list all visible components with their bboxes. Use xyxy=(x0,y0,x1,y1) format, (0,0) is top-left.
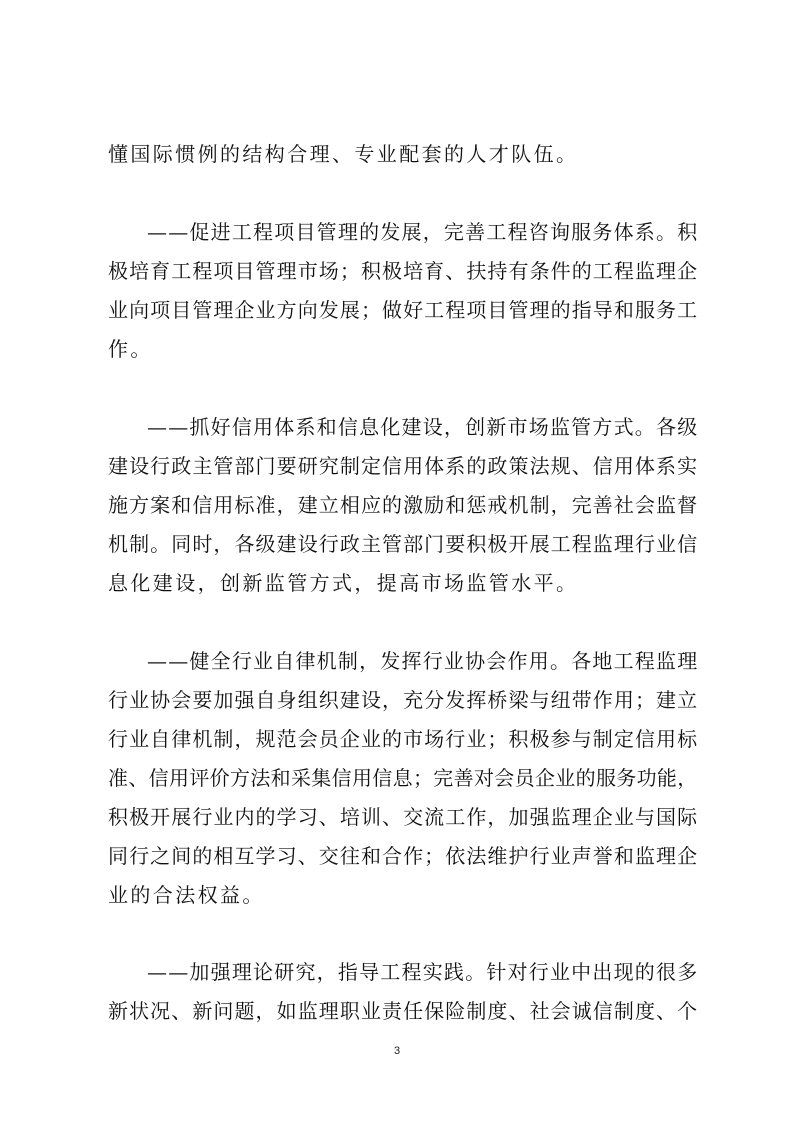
page-number: 3 xyxy=(393,1045,401,1057)
paragraph-line: 懂国际惯例的结构合理、专业配套的人才队伍。 xyxy=(108,142,579,166)
paragraph-line: ——促进工程项目管理的发展，完善工程咨询服务体系。积 xyxy=(147,220,699,244)
paragraph-line: ——加强理论研究，指导工程实践。针对行业中出现的很多 xyxy=(147,960,699,984)
paragraph-line: ——健全行业自律机制，发挥行业协会作用。各地工程监理 xyxy=(147,649,699,673)
paragraph-line: 行业自律机制，规范会员企业的市场行业；积极参与制定信用标 xyxy=(108,727,699,751)
paragraph-line: 作。 xyxy=(108,337,153,361)
paragraph-line: 建设行政主管部门要研究制定信用体系的政策法规、信用体系实 xyxy=(108,454,699,478)
paragraph-line: 新状况、新问题，如监理职业责任保险制度、社会诚信制度、个 xyxy=(108,999,699,1023)
paragraph-line: ——抓好信用体系和信息化建设，创新市场监管方式。各级 xyxy=(147,415,699,439)
paragraph-line: 准、信用评价方法和采集信用信息；完善对会员企业的服务功能， xyxy=(108,766,698,790)
paragraph-line: 行业协会要加强自身组织建设，充分发挥桥梁与纽带作用；建立 xyxy=(108,688,699,712)
paragraph-line: 极培育工程项目管理市场；积极培育、扶持有条件的工程监理企 xyxy=(108,259,699,283)
paragraph-line: 业的合法权益。 xyxy=(108,883,265,907)
paragraph-line: 机制。同时，各级建设行政主管部门要积极开展工程监理行业信 xyxy=(108,532,699,556)
paragraph-line: 施方案和信用标准，建立相应的激励和惩戒机制，完善社会监督 xyxy=(108,493,699,517)
paragraph-line: 业向项目管理企业方向发展；做好工程项目管理的指导和服务工 xyxy=(108,298,699,322)
paragraph-line: 同行之间的相互学习、交往和合作；依法维护行业声誉和监理企 xyxy=(108,844,699,868)
paragraph-line: 息化建设，创新监管方式，提高市场监管水平。 xyxy=(108,571,579,595)
paragraph-line: 积极开展行业内的学习、培训、交流工作，加强监理企业与国际 xyxy=(108,805,699,829)
